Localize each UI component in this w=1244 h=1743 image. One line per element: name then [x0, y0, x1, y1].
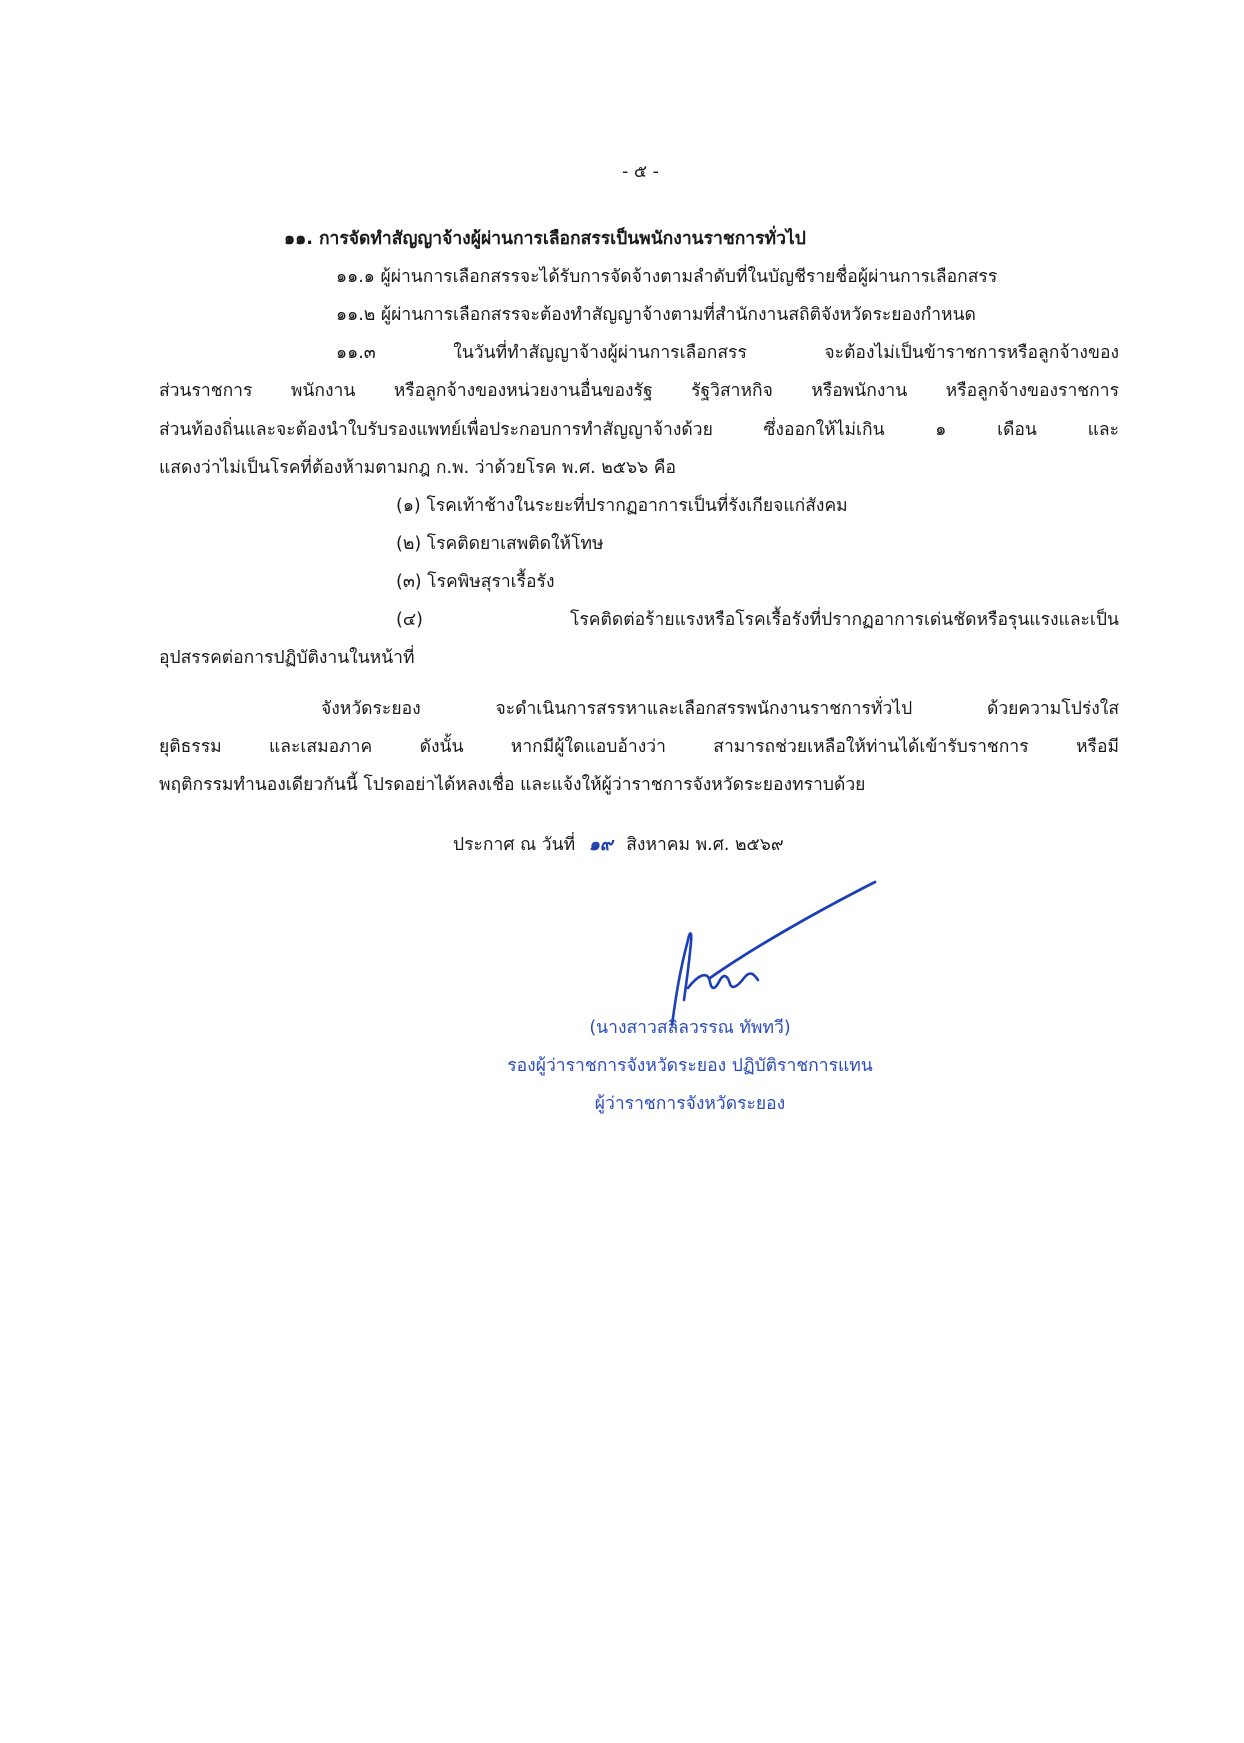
item-11-3-line-2: ส่วนราชการ พนักงาน หรือลูกจ้างของหน่วยงานอื่นของรัฐ รัฐวิสาหกิจ หรือพนักงาน หรือลูกจ้างของราชการ: [159, 381, 1119, 401]
disease-item-4: (๔) โรคติดต่อร้ายแรงหรือโรคเรื้อรังที่ปรากฏอาการเด่นชัดหรือรุนแรงและเป็น: [396, 610, 1119, 630]
announcement-suffix: สิงหาคม พ.ศ. ๒๕๖๙: [626, 835, 784, 855]
page-number: - ๕ -: [622, 162, 659, 182]
item-11-3-line-3: ส่วนท้องถิ่นและจะต้องนำใบรับรองแพทย์เพื่อประกอบการทำสัญญาจ้างด้วย ซึ่งออกให้ไม่เกิน ๑ เดือน และ: [159, 420, 1119, 440]
item-11-3-line-4: แสดงว่าไม่เป็นโรคที่ต้องห้ามตามกฎ ก.พ. ว่าด้วยโรค พ.ศ. ๒๕๖๖ คือ: [159, 458, 677, 478]
announcement-date: [453, 833, 784, 857]
item-11-2: ๑๑.๒ ผู้ผ่านการเลือกสรรจะต้องทำสัญญาจ้างตามที่สำนักงานสถิติจังหวัดระยองกำหนด: [336, 305, 976, 325]
announcement-prefix: ประกาศ ณ วันที่: [453, 835, 576, 855]
section-heading: ๑๑. การจัดทำสัญญาจ้างผู้ผ่านการเลือกสรรเป็นพนักงานราชการทั่วไป: [284, 229, 806, 249]
announcement-day: ๑๙: [588, 835, 613, 855]
signer-name: (นางสาวสลิลวรรณ ทัพทวี): [589, 1018, 791, 1038]
item-11-3-line-1: ๑๑.๓ ในวันที่ทำสัญญาจ้างผู้ผ่านการเลือกสรร จะต้องไม่เป็นข้าราชการหรือลูกจ้างของ: [336, 343, 1119, 363]
signer-position-2: ผู้ว่าราชการจังหวัดระยอง: [594, 1094, 786, 1114]
disease-item-1: (๑) โรคเท้าช้างในระยะที่ปรากฏอาการเป็นที่รังเกียจแก่สังคม: [396, 496, 848, 516]
closing-line-1: จังหวัดระยอง จะดำเนินการสรรหาและเลือกสรรพนักงานราชการทั่วไป ด้วยความโปร่งใส: [321, 699, 1119, 719]
signer-position-1: รองผู้ว่าราชการจังหวัดระยอง ปฏิบัติราชการแทน: [507, 1056, 873, 1076]
disease-item-3: (๓) โรคพิษสุราเรื้อรัง: [396, 572, 555, 592]
item-11-1: ๑๑.๑ ผู้ผ่านการเลือกสรรจะได้รับการจัดจ้างตามลำดับที่ในบัญชีรายชื่อผู้ผ่านการเลือกสรร: [336, 267, 998, 287]
closing-line-2: ยุติธรรม และเสมอภาค ดังนั้น หากมีผู้ใดแอบอ้างว่า สามารถช่วยเหลือให้ท่านได้เข้ารับราชการ หรือมี: [159, 737, 1119, 757]
disease-item-2: (๒) โรคติดยาเสพติดให้โทษ: [396, 534, 604, 554]
handwritten-signature: [650, 870, 890, 1040]
disease-item-4-cont: อุปสรรคต่อการปฏิบัติงานในหน้าที่: [159, 648, 415, 668]
closing-line-3: พฤติกรรมทำนองเดียวกันนี้ โปรดอย่าได้หลงเชื่อ และแจ้งให้ผู้ว่าราชการจังหวัดระยองทราบด้วย: [159, 775, 866, 795]
